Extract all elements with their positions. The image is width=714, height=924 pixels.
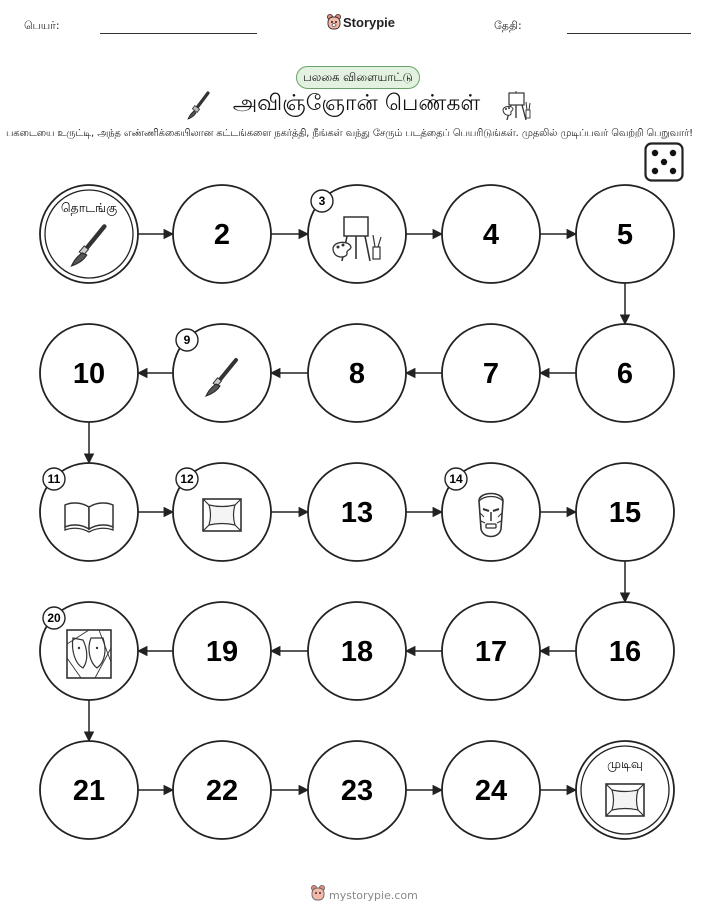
board-space[interactable] (442, 185, 540, 283)
board-space[interactable] (308, 324, 406, 422)
space-number: 3 (318, 194, 326, 208)
paint-dot (342, 244, 345, 247)
frame-inner (612, 790, 638, 810)
space-number: 17 (474, 636, 508, 668)
board-space[interactable] (173, 463, 271, 561)
board-space[interactable] (576, 185, 674, 283)
space-number: 19 (205, 636, 239, 668)
picture-frame-icon (203, 499, 241, 531)
board-space[interactable] (576, 602, 674, 700)
space-number: 24 (474, 775, 508, 807)
end-label: முடிவு (607, 756, 643, 771)
paint-dot (337, 246, 340, 249)
space-number: 21 (72, 775, 106, 807)
board-space[interactable] (308, 602, 406, 700)
space-number: 11 (47, 472, 61, 486)
space-number: 23 (340, 775, 374, 807)
book-left-page (65, 503, 89, 529)
start-space[interactable] (40, 185, 138, 283)
board-space[interactable] (576, 463, 674, 561)
board-space[interactable] (442, 463, 540, 561)
board-space[interactable] (40, 602, 138, 700)
space-number: 9 (183, 333, 191, 347)
space-number: 7 (482, 358, 500, 390)
board-space[interactable] (173, 324, 271, 422)
board-space[interactable] (173, 602, 271, 700)
storypie-footer-logo-icon (310, 884, 326, 902)
board-space[interactable] (308, 741, 406, 839)
space-number: 5 (616, 219, 634, 251)
tribal-mask-icon (479, 494, 503, 537)
board-space[interactable] (173, 185, 271, 283)
space-number: 2 (213, 219, 231, 251)
open-book-icon (65, 503, 113, 532)
footer-site: mystorypie.com (329, 889, 418, 902)
board-space[interactable] (442, 602, 540, 700)
space-number: 4 (482, 219, 500, 251)
cubist-faces-icon (67, 630, 111, 678)
space-number: 15 (608, 497, 642, 529)
board-space[interactable] (576, 324, 674, 422)
space-number: 8 (348, 358, 366, 390)
board-space[interactable] (40, 463, 138, 561)
date-label: தேதி: (494, 19, 522, 32)
game-type-pill: பலகை விளையாட்டு (296, 66, 420, 89)
frame-inner (209, 505, 235, 525)
mask-mouth (486, 524, 496, 528)
board-space[interactable] (173, 741, 271, 839)
space-number: 20 (47, 611, 61, 625)
name-label: பெயர்: (24, 19, 60, 32)
picture-frame-icon (606, 784, 644, 816)
book-right-page (89, 503, 113, 529)
brand-name: Storypie (343, 15, 396, 30)
canvas-board (344, 217, 368, 236)
space-number: 13 (340, 497, 374, 529)
board-space[interactable] (40, 324, 138, 422)
board-space[interactable] (40, 741, 138, 839)
board-space[interactable] (308, 185, 406, 283)
end-space[interactable] (576, 741, 674, 839)
board-space[interactable] (308, 463, 406, 561)
space-number: 16 (608, 636, 642, 668)
board-space[interactable] (442, 324, 540, 422)
cubist-eye (78, 647, 80, 649)
space-number: 18 (340, 636, 374, 668)
instructions-text: பகடையை உருட்டி, அந்த எண்ணிக்கையிலான கட்டங்களை நகர்த்தி, நீங்கள் வந்து சேரும் படத்தைப் பெயரிடுங்கள். முதலில் முடிப்பவர் வெற்றி பெறுவார்! (6, 128, 694, 139)
space-number: 14 (449, 472, 463, 486)
space-number: 10 (72, 358, 106, 390)
board-space[interactable] (442, 741, 540, 839)
space-number: 22 (205, 775, 239, 807)
space-number: 12 (180, 472, 194, 486)
space-number: 6 (616, 358, 634, 390)
start-label: தொடங்கு (60, 200, 118, 215)
cubist-eye (96, 647, 98, 649)
page-title: அவிஞ்ஞோன் பெண்கள் (232, 91, 481, 116)
brush-jar (373, 247, 380, 259)
